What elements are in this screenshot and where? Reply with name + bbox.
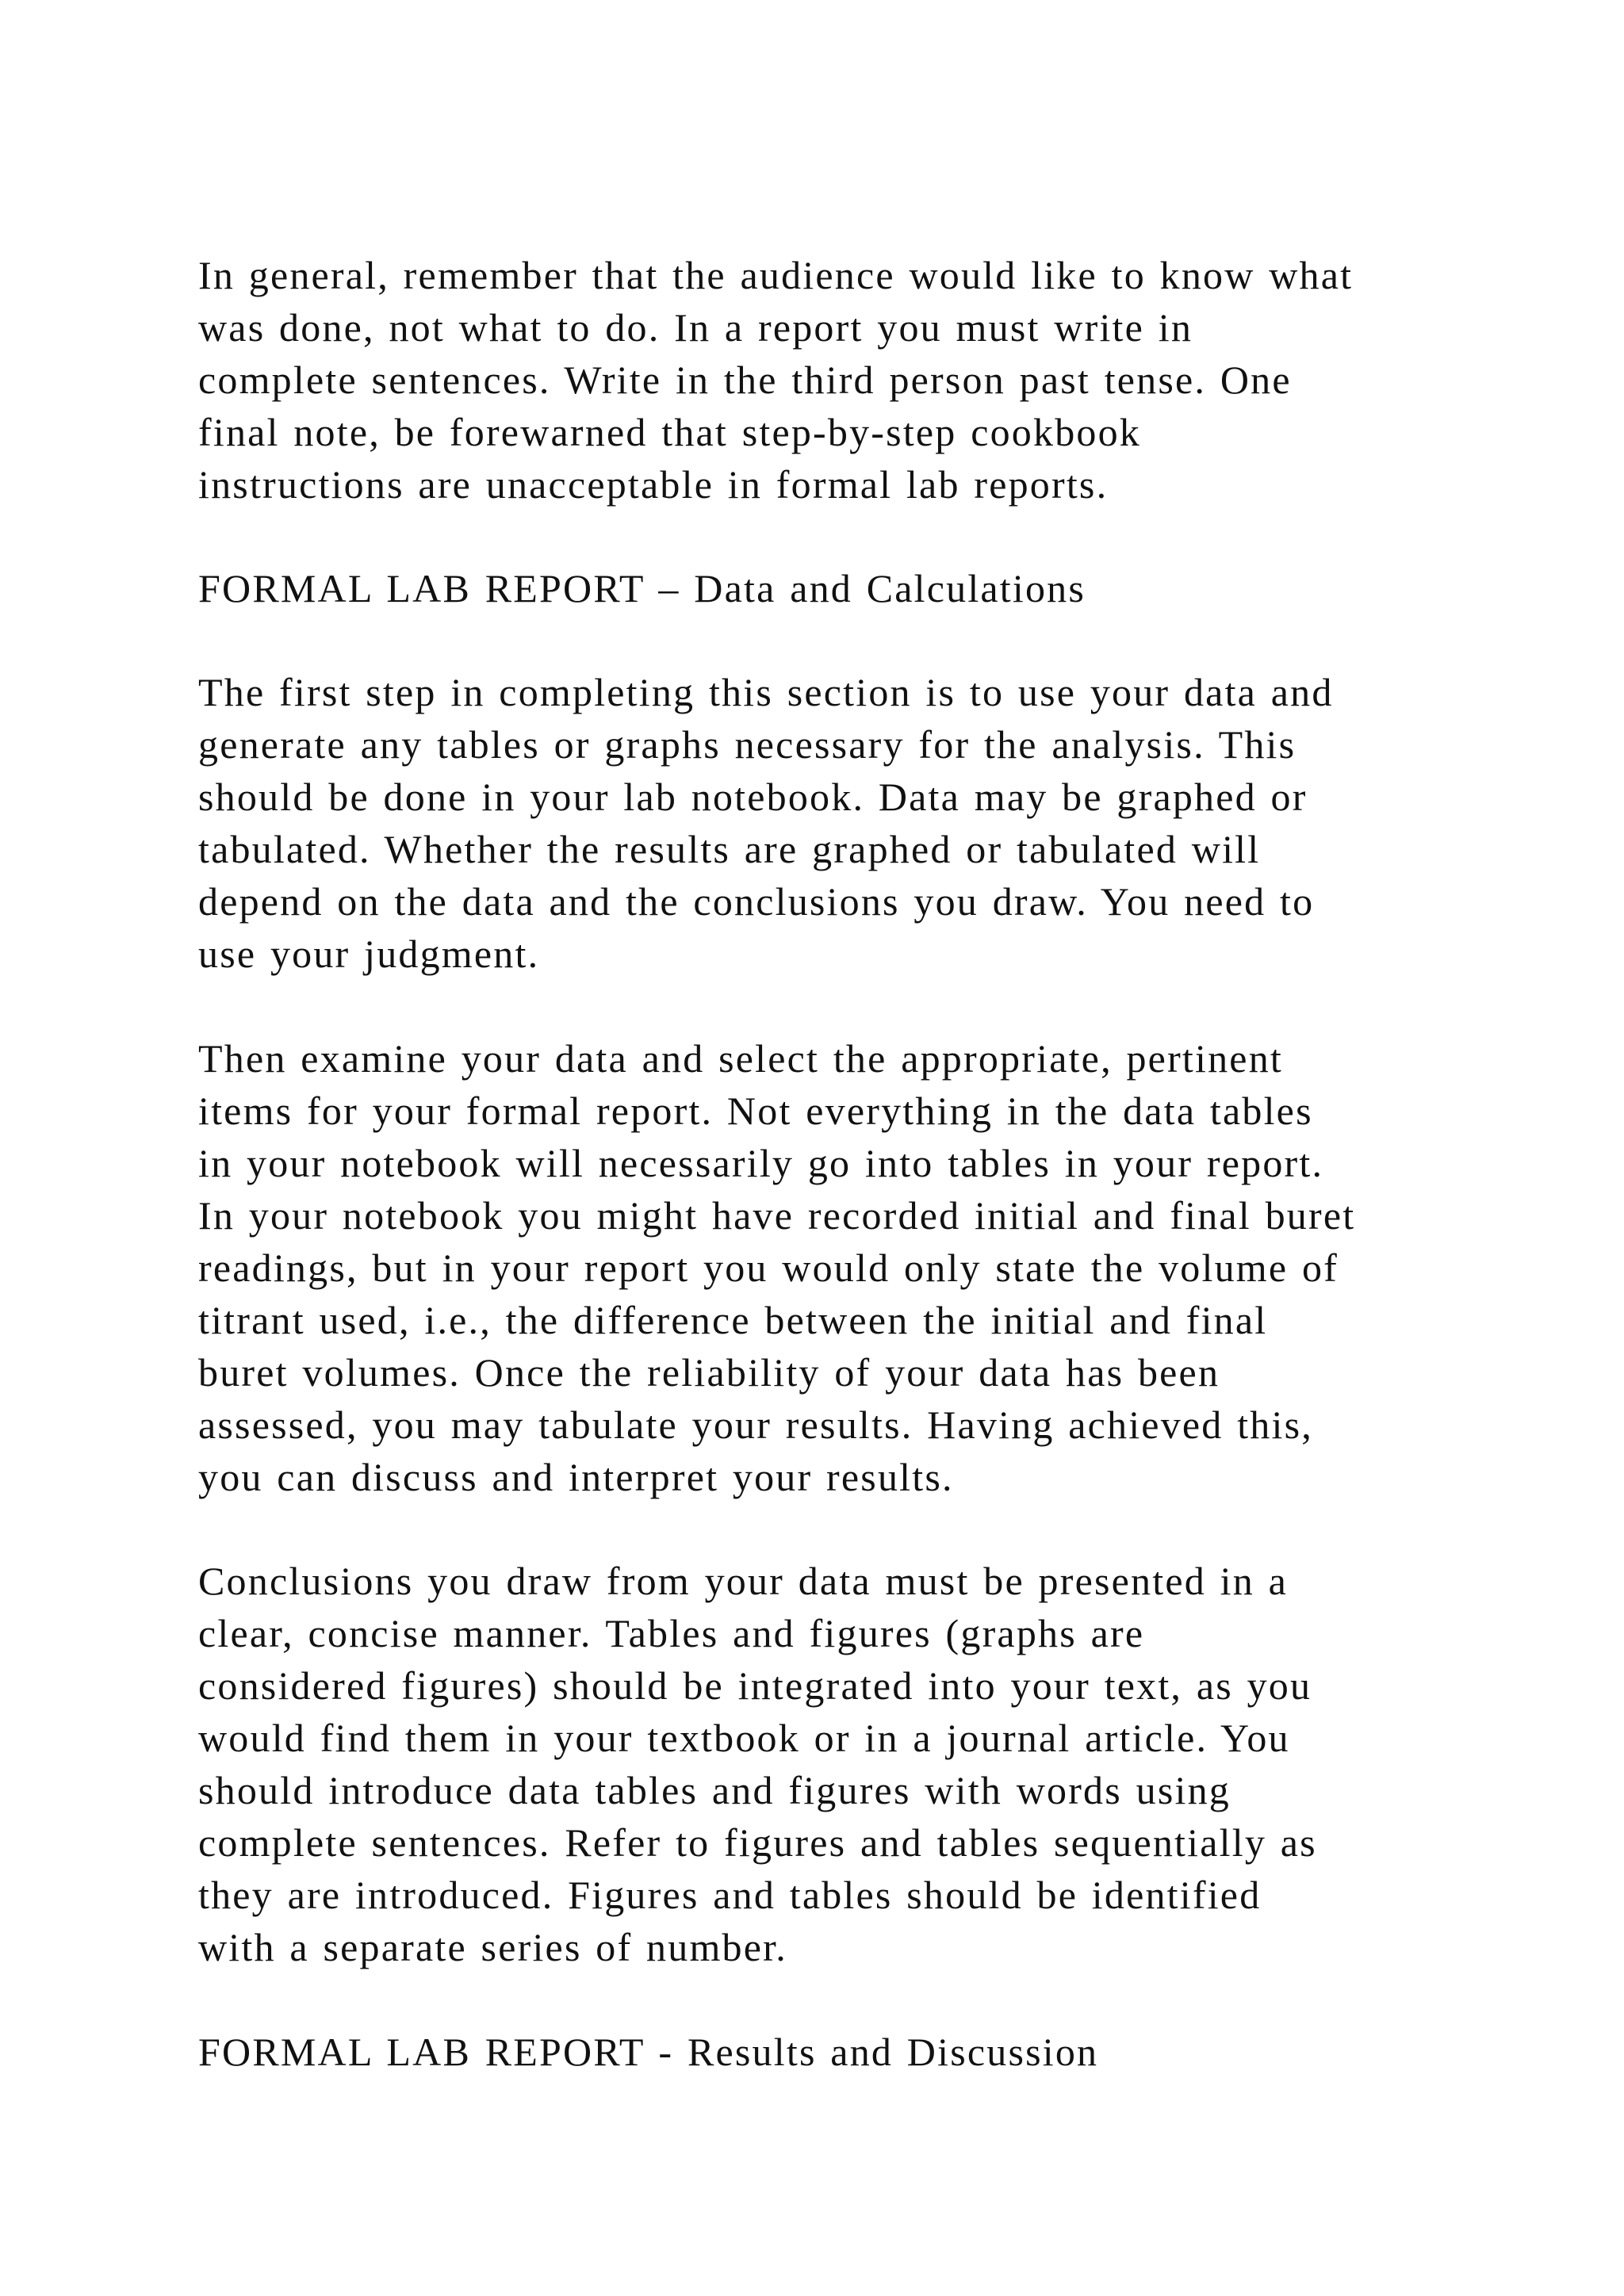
text-line: in your notebook will necessarily go into tables in your report.	[198, 1141, 1324, 1185]
text-line: use your judgment.	[198, 932, 540, 976]
text-line: final note, be forewarned that step-by-step cookbook	[198, 410, 1141, 454]
text-line: assessed, you may tabulate your results. Having achieved this,	[198, 1402, 1313, 1447]
text-line: Then examine your data and select the appropriate, pertinent	[198, 1036, 1283, 1081]
text-line: was done, not what to do. In a report you must write in	[198, 305, 1193, 350]
text-line: should be done in your lab notebook. Data may be graphed or	[198, 775, 1308, 819]
text-line: The first step in completing this section is to use your data and	[198, 670, 1334, 714]
text-line: generate any tables or graphs necessary for the analysis. This	[198, 722, 1297, 767]
text-line: complete sentences. Write in the third person past tense. One	[198, 358, 1292, 402]
text-line: In general, remember that the audience would like to know what	[198, 253, 1354, 297]
text-line: should introduce data tables and figures with words using	[198, 1768, 1231, 1812]
text-line: with a separate series of number.	[198, 1925, 787, 1969]
section-heading-results-discussion	[198, 2026, 1098, 2078]
text-line: considered figures) should be integrated into your text, as you	[198, 1663, 1312, 1708]
text-line: depend on the data and the conclusions you draw. You need to	[198, 879, 1315, 924]
text-line: you can discuss and interpret your results.	[198, 1455, 954, 1499]
paragraph-first-step	[198, 666, 1334, 980]
paragraph-intro	[198, 249, 1353, 511]
text-line: items for your formal report. Not everything in the data tables	[198, 1089, 1313, 1133]
text-line: complete sentences. Refer to figures and tables sequentially as	[198, 1820, 1317, 1865]
text-line: buret volumes. Once the reliability of your data has been	[198, 1350, 1220, 1395]
text-line: instructions are unacceptable in formal lab reports.	[198, 462, 1109, 507]
text-line: Conclusions you draw from your data must be presented in a	[198, 1559, 1289, 1603]
text-line: In your notebook you might have recorded initial and final buret	[198, 1193, 1356, 1238]
text-line: readings, but in your report you would only state the volume of	[198, 1246, 1339, 1290]
heading-text: FORMAL LAB REPORT - Results and Discussion	[198, 2030, 1099, 2074]
heading-text: FORMAL LAB REPORT – Data and Calculations	[198, 566, 1086, 610]
text-line: titrant used, i.e., the difference between the initial and final	[198, 1298, 1268, 1342]
paragraph-examine-data	[198, 1032, 1355, 1503]
text-line: would find them in your textbook or in a journal article. You	[198, 1716, 1290, 1760]
paragraph-conclusions	[198, 1555, 1317, 1973]
text-line: they are introduced. Figures and tables should be identified	[198, 1873, 1262, 1917]
text-line: tabulated. Whether the results are graphed or tabulated will	[198, 827, 1261, 871]
section-heading-data-calculations	[198, 562, 1086, 614]
text-line: clear, concise manner. Tables and figures (graphs are	[198, 1611, 1145, 1655]
